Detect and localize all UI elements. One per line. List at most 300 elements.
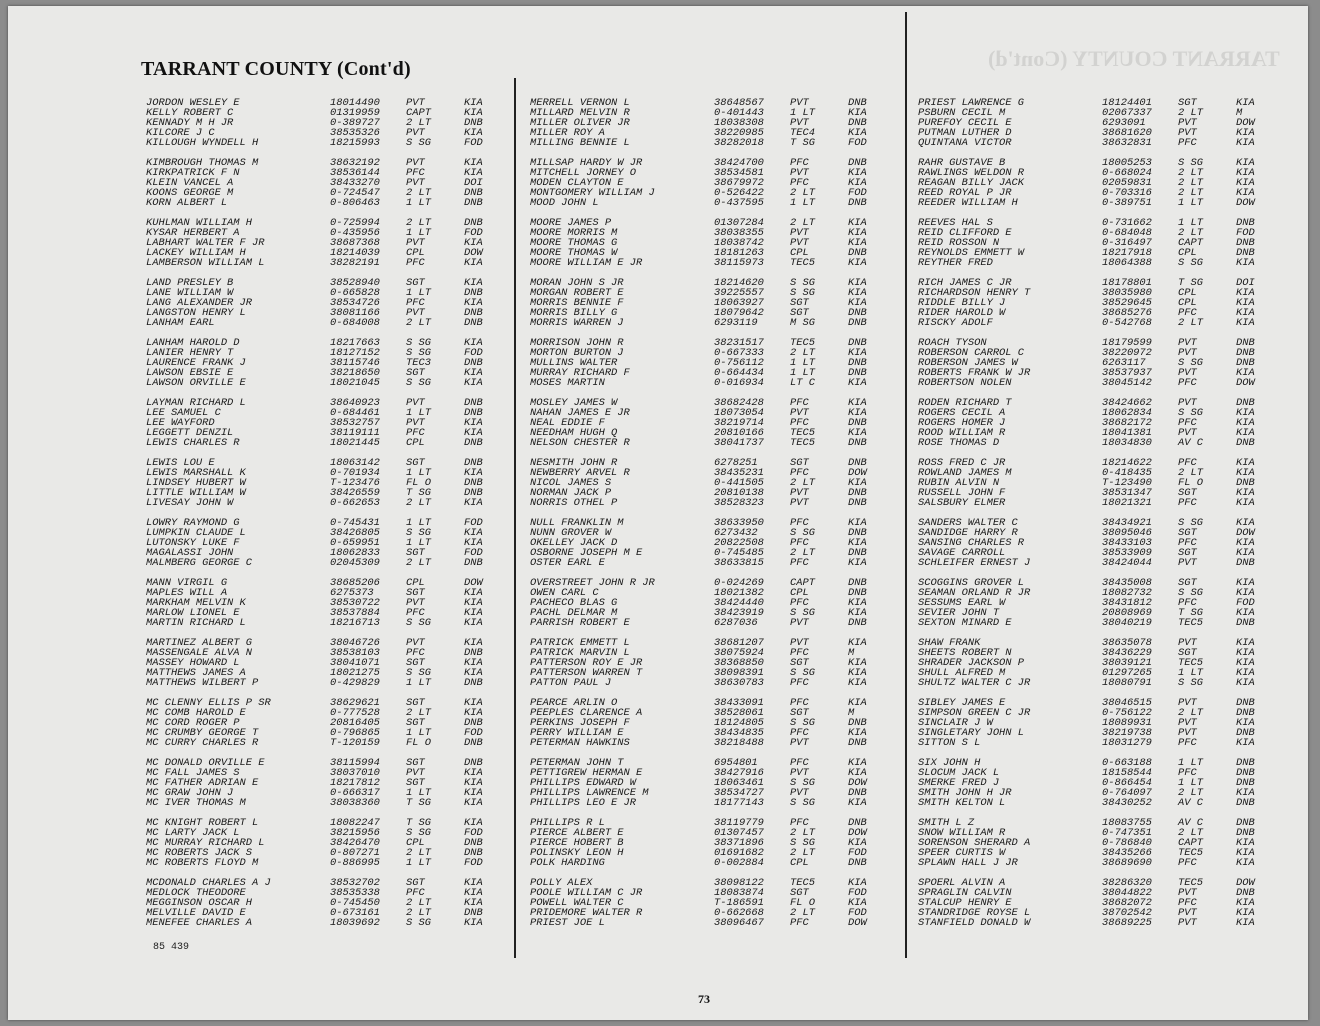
soldier-name: SEXTON MINARD E bbox=[918, 617, 1012, 629]
serial-number: 01307284 bbox=[714, 217, 764, 229]
serial-number: 38635078 bbox=[1102, 637, 1152, 649]
soldier-name: MC COMB HAROLD E bbox=[146, 707, 246, 719]
status-code: KIA bbox=[464, 617, 483, 629]
status-code: KIA bbox=[1236, 287, 1255, 299]
serial-number: 18062833 bbox=[330, 547, 380, 559]
rank: SGT bbox=[1178, 547, 1197, 559]
status-code: DNB bbox=[1236, 757, 1255, 769]
serial-number: 0-764097 bbox=[1102, 787, 1152, 799]
soldier-name: MONTGOMERY WILLIAM J bbox=[530, 187, 655, 199]
serial-number: 0-024269 bbox=[714, 577, 764, 589]
status-code: DNB bbox=[1236, 477, 1255, 489]
soldier-name: PETERMAN JOHN T bbox=[530, 757, 624, 769]
rank: PVT bbox=[406, 127, 425, 139]
soldier-name: RODEN RICHARD T bbox=[918, 397, 1012, 409]
soldier-name: KILLOUGH WYNDELL H bbox=[146, 137, 259, 149]
status-code: DNB bbox=[848, 247, 867, 259]
soldier-name: SMITH KELTON L bbox=[918, 797, 1006, 809]
roster-row bbox=[918, 738, 1278, 748]
status-code: KIA bbox=[1236, 517, 1255, 529]
soldier-name: ROWLAND JAMES M bbox=[918, 467, 1012, 479]
status-code: KIA bbox=[464, 637, 483, 649]
serial-number: 38529645 bbox=[1102, 297, 1152, 309]
status-code: KIA bbox=[1236, 497, 1255, 509]
roster-group bbox=[530, 278, 890, 328]
rank: PVT bbox=[790, 737, 809, 749]
roster-group bbox=[918, 338, 1278, 388]
roster-row bbox=[146, 198, 506, 208]
status-code: FOD bbox=[464, 227, 483, 239]
rank: PVT bbox=[406, 597, 425, 609]
serial-number: 38119111 bbox=[330, 427, 380, 439]
soldier-name: ROACH TYSON bbox=[918, 337, 987, 349]
serial-number: 0-667333 bbox=[714, 347, 764, 359]
serial-number: 38040219 bbox=[1102, 617, 1152, 629]
serial-number: 38632192 bbox=[330, 157, 380, 169]
roster-group bbox=[530, 638, 890, 688]
soldier-name: REEVES HAL S bbox=[918, 217, 993, 229]
soldier-name: PHILLIPS EDWARD W bbox=[530, 777, 637, 789]
status-code: KIA bbox=[464, 607, 483, 619]
status-code: KIA bbox=[1236, 417, 1255, 429]
roster-row bbox=[530, 318, 890, 328]
serial-number: 38371896 bbox=[714, 837, 764, 849]
status-code: KIA bbox=[848, 227, 867, 239]
soldier-name: PHILLIPS LAWRENCE M bbox=[530, 787, 649, 799]
soldier-name: STALCUP HENRY E bbox=[918, 897, 1012, 909]
status-code: KIA bbox=[1236, 157, 1255, 169]
soldier-name: KORN ALBERT L bbox=[146, 197, 228, 209]
serial-number: 38530722 bbox=[330, 597, 380, 609]
rank: PFC bbox=[790, 517, 809, 529]
status-code: DNB bbox=[464, 217, 483, 229]
soldier-name: MILLER OLIVER JR bbox=[530, 117, 630, 129]
rank: SGT bbox=[1178, 487, 1197, 499]
soldier-name: OVERSTREET JOHN R JR bbox=[530, 577, 655, 589]
soldier-name: ROOD WILLIAM R bbox=[918, 427, 1006, 439]
rank: CAPT bbox=[790, 577, 815, 589]
status-code: DNB bbox=[464, 317, 483, 329]
status-code: KIA bbox=[848, 897, 867, 909]
roster-row bbox=[530, 798, 890, 808]
soldier-name: MC ROBERTS FLOYD M bbox=[146, 857, 259, 869]
status-code: KIA bbox=[1236, 547, 1255, 559]
soldier-name: LUMPKIN CLAUDE L bbox=[146, 527, 246, 539]
status-code: DNB bbox=[1236, 357, 1255, 369]
rank: PVT bbox=[790, 407, 809, 419]
roster-row bbox=[918, 318, 1278, 328]
rank: TEC5 bbox=[790, 437, 815, 449]
status-code: FOD bbox=[464, 137, 483, 149]
soldier-name: LIVESAY JOHN W bbox=[146, 497, 234, 509]
soldier-name: LAYMAN RICHARD L bbox=[146, 397, 246, 409]
soldier-name: PRIDEMORE WALTER R bbox=[530, 907, 643, 919]
rank: S SG bbox=[790, 797, 815, 809]
roster-row bbox=[918, 438, 1278, 448]
roster-row bbox=[530, 738, 890, 748]
serial-number: 38528940 bbox=[330, 277, 380, 289]
roster-group bbox=[918, 758, 1278, 808]
soldier-name: MORRIS BENNIE F bbox=[530, 297, 624, 309]
status-code: DOW bbox=[848, 467, 867, 479]
serial-number: 0-724547 bbox=[330, 187, 380, 199]
rank: 1 LT bbox=[1178, 777, 1203, 789]
serial-number: 18063142 bbox=[330, 457, 380, 469]
soldier-name: PHILLIPS R L bbox=[530, 817, 605, 829]
serial-number: 6293119 bbox=[714, 317, 758, 329]
status-code: KIA bbox=[464, 257, 483, 269]
soldier-name: RIDDLE BILLY J bbox=[918, 297, 1006, 309]
status-code: KIA bbox=[1236, 167, 1255, 179]
status-code: KIA bbox=[848, 607, 867, 619]
roster-row bbox=[530, 258, 890, 268]
rank: PFC bbox=[790, 757, 809, 769]
status-code: DNB bbox=[848, 787, 867, 799]
rank: 2 LT bbox=[406, 907, 431, 919]
serial-number: 18041381 bbox=[1102, 427, 1152, 439]
serial-number: 38115746 bbox=[330, 357, 380, 369]
serial-number: T-186591 bbox=[714, 897, 764, 909]
rank: SGT bbox=[406, 367, 425, 379]
serial-number: 38532757 bbox=[330, 417, 380, 429]
serial-number: 01319959 bbox=[330, 107, 380, 119]
status-code: DNB bbox=[1236, 727, 1255, 739]
serial-number: T-123490 bbox=[1102, 477, 1152, 489]
status-code: KIA bbox=[1236, 907, 1255, 919]
rank: SGT bbox=[406, 457, 425, 469]
rank: S SG bbox=[406, 347, 431, 359]
soldier-name: SITTON S L bbox=[918, 737, 981, 749]
rank: S SG bbox=[406, 667, 431, 679]
rank: LT C bbox=[790, 377, 815, 389]
serial-number: 18217918 bbox=[1102, 247, 1152, 259]
status-code: KIA bbox=[1236, 187, 1255, 199]
soldier-name: PERRY WILLIAM E bbox=[530, 727, 624, 739]
status-code: DNB bbox=[464, 737, 483, 749]
rank: 2 LT bbox=[790, 547, 815, 559]
serial-number: 38045142 bbox=[1102, 377, 1152, 389]
serial-number: 18063927 bbox=[714, 297, 764, 309]
status-code: DOW bbox=[1236, 197, 1255, 209]
status-code: DNB bbox=[1236, 767, 1255, 779]
rank: 1 LT bbox=[1178, 197, 1203, 209]
status-code: KIA bbox=[848, 757, 867, 769]
serial-number: 18014490 bbox=[330, 97, 380, 109]
status-code: DNB bbox=[1236, 797, 1255, 809]
soldier-name: LANIER HENRY T bbox=[146, 347, 234, 359]
rank: SGT bbox=[790, 307, 809, 319]
status-code: KIA bbox=[464, 527, 483, 539]
serial-number: 01297265 bbox=[1102, 667, 1152, 679]
rank: PVT bbox=[1178, 717, 1197, 729]
soldier-name: SHEETS ROBERT N bbox=[918, 647, 1012, 659]
roster-group bbox=[918, 158, 1278, 208]
status-code: FOD bbox=[464, 517, 483, 529]
rank: PVT bbox=[406, 97, 425, 109]
soldier-name: SNOW WILLIAM R bbox=[918, 827, 1006, 839]
roster-row bbox=[530, 558, 890, 568]
rank: PFC bbox=[790, 397, 809, 409]
status-code: KIA bbox=[464, 127, 483, 139]
serial-number: 0-866454 bbox=[1102, 777, 1152, 789]
soldier-name: MARTINEZ ALBERT G bbox=[146, 637, 253, 649]
status-code: KIA bbox=[1236, 407, 1255, 419]
status-code: KIA bbox=[848, 697, 867, 709]
rank: T SG bbox=[406, 817, 431, 829]
soldier-name: SPRAGLIN CALVIN bbox=[918, 887, 1012, 899]
serial-number: 38679972 bbox=[714, 177, 764, 189]
soldier-name: NAHAN JAMES E JR bbox=[530, 407, 630, 419]
status-code: KIA bbox=[848, 277, 867, 289]
serial-number: 38424044 bbox=[1102, 557, 1152, 569]
serial-number: 02067337 bbox=[1102, 107, 1152, 119]
serial-number: 18127152 bbox=[330, 347, 380, 359]
soldier-name: MC GRAW JOHN J bbox=[146, 787, 234, 799]
roster-row bbox=[530, 198, 890, 208]
roster-group bbox=[530, 878, 890, 928]
serial-number: 38219714 bbox=[714, 417, 764, 429]
status-code: KIA bbox=[1236, 257, 1255, 269]
serial-number: 18214620 bbox=[714, 277, 764, 289]
soldier-name: PATRICK EMMETT L bbox=[530, 637, 630, 649]
soldier-name: PACHL DELMAR M bbox=[530, 607, 618, 619]
status-code: DNB bbox=[1236, 557, 1255, 569]
serial-number: 6954801 bbox=[714, 757, 758, 769]
roster-group bbox=[146, 398, 506, 448]
soldier-name: MAPLES WILL A bbox=[146, 587, 228, 599]
rank: 2 LT bbox=[790, 217, 815, 229]
rank: TEC5 bbox=[790, 257, 815, 269]
status-code: DNB bbox=[848, 487, 867, 499]
status-code: KIA bbox=[1236, 917, 1255, 929]
serial-number: 38536144 bbox=[330, 167, 380, 179]
soldier-name: SPLAWN HALL J JR bbox=[918, 857, 1018, 869]
serial-number: 38435231 bbox=[714, 467, 764, 479]
soldier-name: LEWIS LOU E bbox=[146, 457, 215, 469]
roster-row bbox=[146, 798, 506, 808]
rank: 2 LT bbox=[406, 187, 431, 199]
status-code: DNB bbox=[464, 437, 483, 449]
serial-number: 0-435956 bbox=[330, 227, 380, 239]
soldier-name: MULLINS WALTER bbox=[530, 357, 618, 369]
serial-number: 18177143 bbox=[714, 797, 764, 809]
status-code: DOW bbox=[464, 577, 483, 589]
rank: SGT bbox=[406, 547, 425, 559]
rank: T SG bbox=[790, 137, 815, 149]
serial-number: 38098122 bbox=[714, 877, 764, 889]
status-code: KIA bbox=[1236, 677, 1255, 689]
rank: PVT bbox=[1178, 907, 1197, 919]
status-code: KIA bbox=[1236, 487, 1255, 499]
serial-number: 0-664434 bbox=[714, 367, 764, 379]
status-code: FOD bbox=[848, 187, 867, 199]
rank: PVT bbox=[406, 637, 425, 649]
rank: S SG bbox=[1178, 677, 1203, 689]
serial-number: 38433270 bbox=[330, 177, 380, 189]
soldier-name: NEWBERRY ARVEL R bbox=[530, 467, 630, 479]
soldier-name: MC CRUMBY GEORGE T bbox=[146, 727, 259, 739]
soldier-name: PACHECO BLAS G bbox=[530, 597, 618, 609]
rank: TEC4 bbox=[790, 127, 815, 139]
serial-number: 18181263 bbox=[714, 247, 764, 259]
status-code: KIA bbox=[1236, 667, 1255, 679]
rank: 1 LT bbox=[790, 107, 815, 119]
rank: PVT bbox=[790, 167, 809, 179]
soldier-name: MILLER ROY A bbox=[530, 127, 605, 139]
status-code: KIA bbox=[464, 167, 483, 179]
roster-group bbox=[918, 398, 1278, 448]
rank: CAPT bbox=[1178, 837, 1203, 849]
status-code: KIA bbox=[1236, 297, 1255, 309]
rank: PFC bbox=[1178, 377, 1197, 389]
serial-number: 0-684008 bbox=[330, 317, 380, 329]
rank: AV C bbox=[1178, 797, 1203, 809]
roster-group bbox=[918, 98, 1278, 148]
status-code: KIA bbox=[464, 697, 483, 709]
status-code: DNB bbox=[848, 717, 867, 729]
soldier-name: NULL FRANKLIN M bbox=[530, 517, 624, 529]
status-code: DNB bbox=[464, 487, 483, 499]
rank: SGT bbox=[406, 717, 425, 729]
soldier-name: SIMPSON GREEN C JR bbox=[918, 707, 1031, 719]
status-code: DOI bbox=[1236, 277, 1255, 289]
serial-number: 18217663 bbox=[330, 337, 380, 349]
rank: SGT bbox=[1178, 647, 1197, 659]
rank: PFC bbox=[790, 557, 809, 569]
rank: CPL bbox=[1178, 297, 1197, 309]
status-code: KIA bbox=[1236, 307, 1255, 319]
soldier-name: SMERKE FRED J bbox=[918, 777, 1000, 789]
rank: 1 LT bbox=[406, 407, 431, 419]
rank: S SG bbox=[406, 337, 431, 349]
soldier-name: KLEIN VANCEL A bbox=[146, 177, 234, 189]
serial-number: 0-526422 bbox=[714, 187, 764, 199]
soldier-name: KILCORE J C bbox=[146, 127, 215, 139]
rank: 2 LT bbox=[790, 847, 815, 859]
status-code: DOW bbox=[848, 827, 867, 839]
soldier-name: MARTIN RICHARD L bbox=[146, 617, 246, 629]
status-code: DNB bbox=[848, 577, 867, 589]
rank: PVT bbox=[1178, 367, 1197, 379]
rank: 1 LT bbox=[406, 517, 431, 529]
roster-row bbox=[146, 258, 506, 268]
soldier-name: MOSES MARTIN bbox=[530, 377, 605, 389]
status-code: KIA bbox=[848, 237, 867, 249]
serial-number: 38081166 bbox=[330, 307, 380, 319]
status-code: DNB bbox=[848, 737, 867, 749]
serial-number: 18083874 bbox=[714, 887, 764, 899]
soldier-name: ROBERSON JAMES W bbox=[918, 357, 1018, 369]
rank: 2 LT bbox=[790, 827, 815, 839]
serial-number: 0-747351 bbox=[1102, 827, 1152, 839]
status-code: KIA bbox=[848, 167, 867, 179]
rank: T SG bbox=[1178, 607, 1203, 619]
serial-number: 38689225 bbox=[1102, 917, 1152, 929]
soldier-name: PERKINS JOSEPH F bbox=[530, 717, 630, 729]
soldier-name: KOONS GEORGE M bbox=[146, 187, 234, 199]
soldier-name: MEGGINSON OSCAR H bbox=[146, 897, 253, 909]
soldier-name: MORRIS WARREN J bbox=[530, 317, 624, 329]
soldier-name: LAWSON EBSIE E bbox=[146, 367, 234, 379]
status-code: DNB bbox=[1236, 437, 1255, 449]
serial-number: 38368850 bbox=[714, 657, 764, 669]
soldier-name: MOORE THOMAS W bbox=[530, 247, 618, 259]
serial-number: 38426805 bbox=[330, 527, 380, 539]
roster-row bbox=[146, 618, 506, 628]
serial-number: T-120159 bbox=[330, 737, 380, 749]
status-code: KIA bbox=[1236, 137, 1255, 149]
rank: TEC5 bbox=[790, 337, 815, 349]
status-code: FOD bbox=[848, 907, 867, 919]
soldier-name: LOWRY RAYMOND G bbox=[146, 517, 240, 529]
roster-row bbox=[530, 138, 890, 148]
rank: 2 LT bbox=[790, 347, 815, 359]
soldier-name: NESMITH JOHN R bbox=[530, 457, 618, 469]
status-code: KIA bbox=[848, 477, 867, 489]
rank: SGT bbox=[406, 777, 425, 789]
serial-number: 6273432 bbox=[714, 527, 758, 539]
serial-number: 38640923 bbox=[330, 397, 380, 409]
serial-number: 38119779 bbox=[714, 817, 764, 829]
status-code: DNB bbox=[848, 357, 867, 369]
roster-group bbox=[146, 158, 506, 208]
serial-number: 38426559 bbox=[330, 487, 380, 499]
rank: PVT bbox=[790, 617, 809, 629]
serial-number: 38424700 bbox=[714, 157, 764, 169]
soldier-name: REEDER WILLIAM H bbox=[918, 197, 1018, 209]
roster-group bbox=[530, 818, 890, 868]
serial-number: 38535326 bbox=[330, 127, 380, 139]
serial-number: 38041071 bbox=[330, 657, 380, 669]
rank: PFC bbox=[790, 177, 809, 189]
rank: S SG bbox=[790, 667, 815, 679]
soldier-name: LACKEY WILLIAM H bbox=[146, 247, 246, 259]
status-code: KIA bbox=[1236, 897, 1255, 909]
status-code: KIA bbox=[464, 427, 483, 439]
rank: S SG bbox=[1178, 517, 1203, 529]
serial-number: 38681620 bbox=[1102, 127, 1152, 139]
serial-number: 38434921 bbox=[1102, 517, 1152, 529]
serial-number: 38681207 bbox=[714, 637, 764, 649]
soldier-name: LAMBERSON WILLIAM L bbox=[146, 257, 265, 269]
status-code: DNB bbox=[1236, 817, 1255, 829]
rank: 2 LT bbox=[406, 847, 431, 859]
serial-number: 38633815 bbox=[714, 557, 764, 569]
status-code: KIA bbox=[464, 97, 483, 109]
soldier-name: NEEDHAM HUGH Q bbox=[530, 427, 618, 439]
soldier-name: SORENSON SHERARD A bbox=[918, 837, 1031, 849]
status-code: KIA bbox=[1236, 367, 1255, 379]
status-code: DNB bbox=[464, 397, 483, 409]
rank: 2 LT bbox=[1178, 107, 1203, 119]
soldier-name: MATTHEWS JAMES A bbox=[146, 667, 246, 679]
soldier-name: MC DONALD ORVILLE E bbox=[146, 757, 265, 769]
status-code: KIA bbox=[848, 537, 867, 549]
status-code: DNB bbox=[848, 457, 867, 469]
soldier-name: LANE WILLIAM W bbox=[146, 287, 234, 299]
rank: 1 LT bbox=[406, 787, 431, 799]
roster-row bbox=[146, 318, 506, 328]
status-code: KIA bbox=[848, 597, 867, 609]
rank: 1 LT bbox=[406, 197, 431, 209]
serial-number: 38282018 bbox=[714, 137, 764, 149]
rank: AV C bbox=[1178, 817, 1203, 829]
serial-number: 38046726 bbox=[330, 637, 380, 649]
rank: PVT bbox=[790, 227, 809, 239]
rank: S SG bbox=[406, 917, 431, 929]
soldier-name: OKELLEY JACK D bbox=[530, 537, 618, 549]
serial-number: 0-806463 bbox=[330, 197, 380, 209]
